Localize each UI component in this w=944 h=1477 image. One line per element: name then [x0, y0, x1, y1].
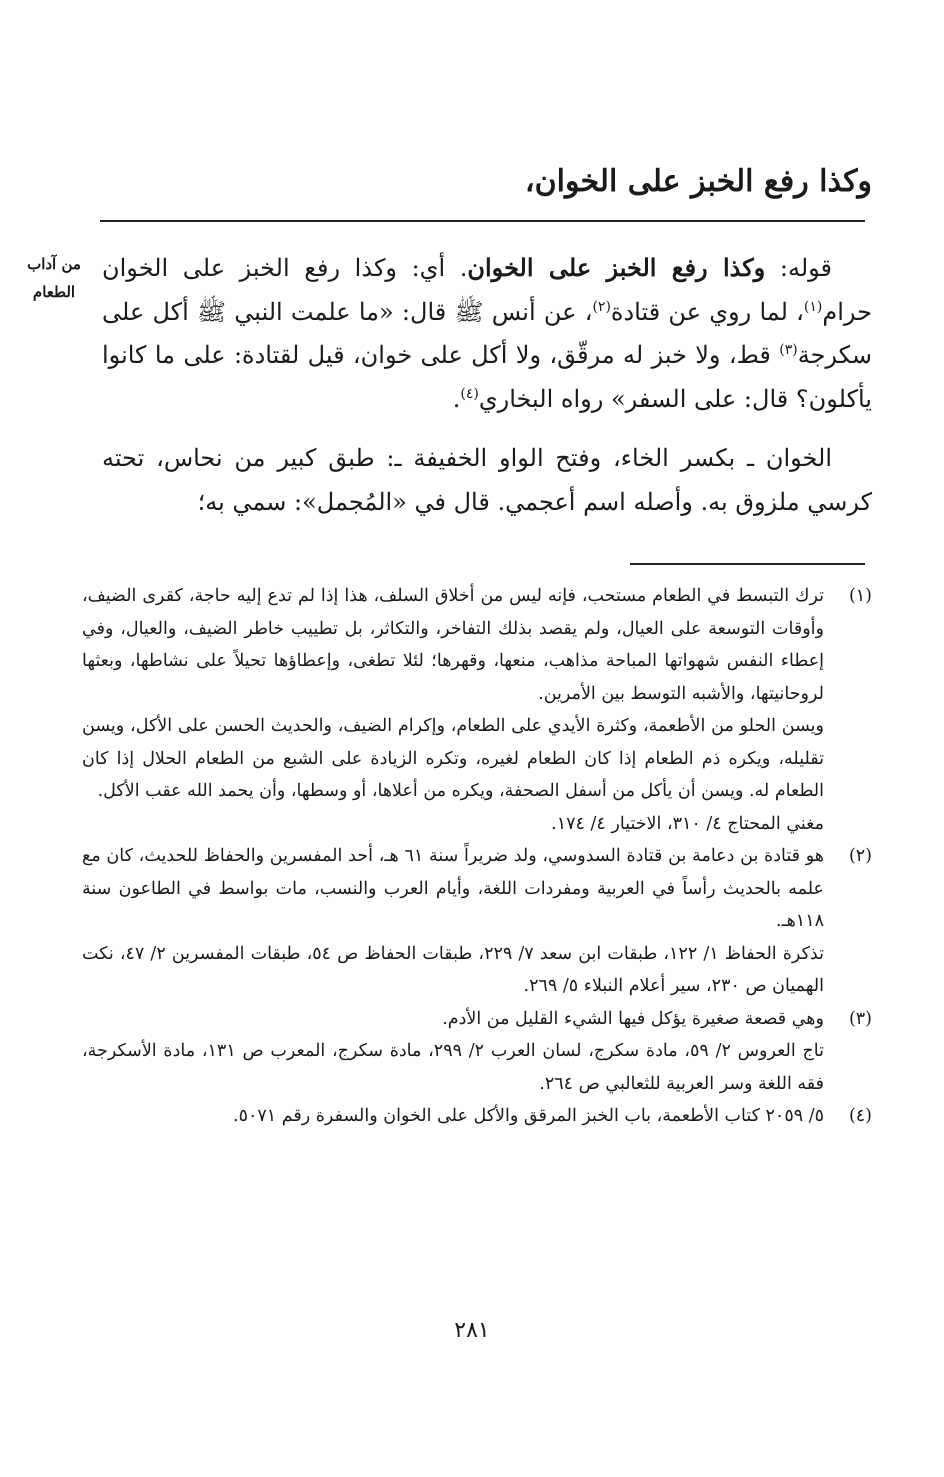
footnote-marker-2[interactable]: (٢)	[592, 298, 611, 315]
footnote-1	[82, 580, 872, 840]
margin-label	[18, 250, 90, 306]
heading-divider	[100, 220, 865, 222]
footnote-text: وهي قصعة صغيرة يؤكل فيها الشيء القليل من الأدم.	[442, 1008, 824, 1029]
paragraph-text: قط، ولا خبز له مرقّق، ولا أكل على خوان، قيل لقتادة: على ما كانوا يأكلون؟ قال: على السفر» رواه البخاري	[102, 341, 872, 413]
matn-heading: وكذا رفع الخبز على الخوان،	[524, 164, 872, 199]
footnote-3	[82, 1003, 872, 1101]
footnote-number: (٣)	[848, 1008, 872, 1029]
paragraph-text: .	[452, 384, 461, 413]
footnote-marker-1[interactable]: (١)	[803, 298, 823, 315]
footnote-number: (١)	[848, 586, 872, 606]
footnote-text: ترك التبسط في الطعام مستحب، فإنه ليس من أخلاق السلف، هذا إذا لم تدع إليه حاجة، كقرى الضيف، وأوقات التوسعة على العيال، ولم يقصد بذلك التفاخر، والتكاثر، بل تطييب خاطر الضيف، والعيال، وفي إعطاء النفس شهواتها المباحة مذاهب، منعها، وقهرها؛ لئلا تطغى، وإعطاؤها تحيلاً على نشاطها، وبعثها لروحانيتها، والأشبه التوسط بين الأمرين.	[82, 586, 824, 704]
page-number: ٢٨١	[454, 1318, 490, 1343]
footnote-marker-3[interactable]: (٣)	[779, 342, 798, 358]
margin-label-line-1: من آداب	[27, 255, 81, 273]
margin-label-line-2: الطعام	[32, 283, 76, 301]
footnote-marker-4[interactable]: (٤)	[460, 385, 479, 402]
footnote-source: مغني المحتاج ٤/ ٣١٠، الاختيار ٤/ ١٧٤.	[551, 813, 824, 834]
footnote-text: هو قتادة بن دعامة بن قتادة السدوسي، ولد ضريراً سنة ٦١ هـ، أحد المفسرين والحفاظ للحديث، كان مع علمه بالحديث رأساً في العربية ومفردات اللغة، وأيام العرب والنسب، مات بواسط في الطاعون سنة ١١٨هـ.	[82, 846, 824, 931]
commentary-paragraph-1	[102, 246, 872, 421]
paragraph-text: ، عن أنس ﷺ قال: «ما علمت النبي ﷺ أكل على سكرجة	[102, 297, 873, 369]
footnote-number: (٤)	[848, 1106, 872, 1126]
footnote-source: تذكرة الحفاظ ١/ ١٢٢، طبقات ابن سعد ٧/ ٢٢٩، طبقات الحفاظ ص ٥٤، طبقات المفسرين ٢/ ٤٧، نكت الهميان ص ٢٣٠، سير أعلام النبلاء ٥/ ٢٦٩.	[82, 943, 824, 996]
footnotes-section	[82, 580, 872, 1133]
footnote-number: (٢)	[848, 846, 872, 866]
footnote-separator	[630, 563, 865, 565]
footnote-text: ويسن الحلو من الأطعمة، وكثرة الأيدي على الطعام، وإكرام الضيف، والحديث الحسن على الأكل، ويسن تقليله، ويكره ذم الطعام إذا كان الطعام لغيره، وتكره الزيادة على الشبع من الطعام الحلال إذا كان الطعام له. ويسن أن يأكل من أسفل الصحفة، ويكره من أعلاها، أو وسطها، وأن يحمد الله عقب الأكل.	[82, 716, 824, 801]
bold-quote: وكذا رفع الخبز على الخوان	[467, 253, 766, 282]
footnote-source: ٥/ ٢٠٥٩ كتاب الأطعمة، باب الخبز المرقق والأكل على الخوان والسفرة رقم ٥٠٧١.	[232, 1106, 824, 1126]
footnote-source: تاج العروس ٢/ ٥٩، مادة سكرج، لسان العرب ٢/ ٢٩٩، مادة سكرج، المعرب ص ١٣١، مادة الأسكرجة، فقه اللغة وسر العربية للثعالبي ص ٢٦٤.	[82, 1041, 824, 1094]
commentary-body	[102, 246, 872, 540]
commentary-paragraph-2: الخوان ـ بكسر الخاء، وفتح الواو الخفيفة ـ: طبق كبير من نحاس، تحته كرسي ملزوق به. وأصله اسم أعجمي. قال في «المُجمل»: سمي به؛	[102, 444, 872, 516]
lead-text: قوله:	[765, 254, 833, 282]
footnote-4	[82, 1100, 872, 1133]
footnote-2	[82, 840, 872, 1003]
paragraph-text: . أي: وكذا رفع الخبز على الخوان حرام	[102, 254, 872, 326]
paragraph-text: ، لما روي عن قتادة	[610, 297, 804, 326]
